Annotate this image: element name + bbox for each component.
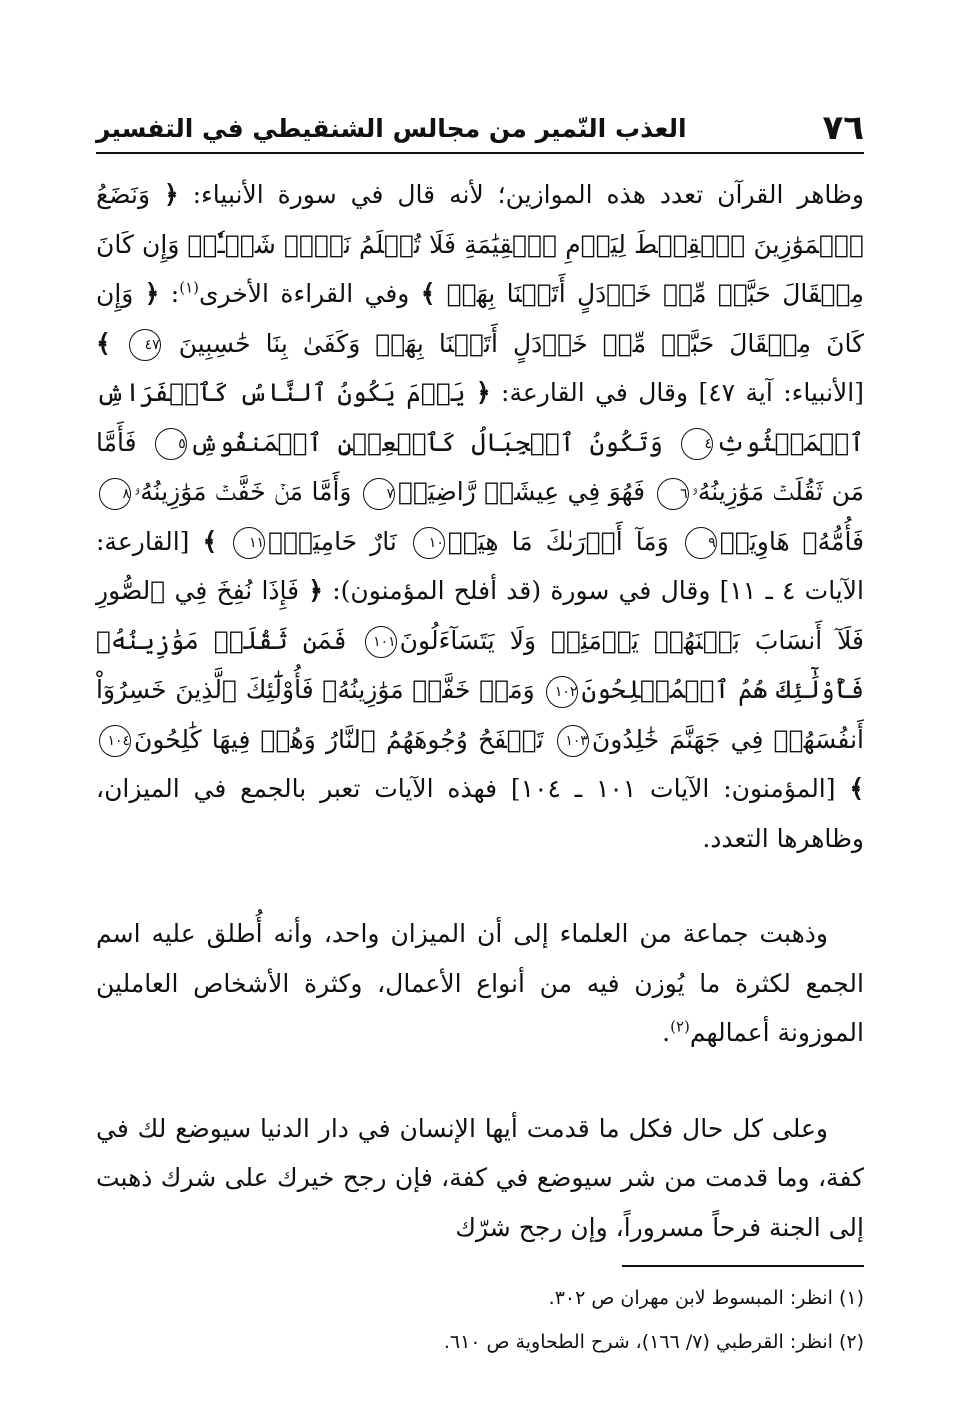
quran-verse: تَلۡفَحُ وُجُوهَهُمُ ٱلنَّارُ وَهُمۡ فِيهَا كَٰلِحُونَ bbox=[134, 724, 544, 754]
p3-text: وعلى كل حال فكل ما قدمت أيها الإنسان في دار الدنيا سيوضع لك في كفة، وما قدمت من شر سيوضع في كفة، فإن رجح خيرك على شرك ذهبت إلى الجنة فرحاً مسروراً، وإن رجح شرّك bbox=[96, 1113, 864, 1242]
verse-number-marker: ١٠٣ bbox=[557, 725, 589, 757]
footnotes bbox=[96, 1276, 864, 1364]
quran-verse: فَهُوَ فِي عِيشَةٖ رَّاضِيَةٖ bbox=[397, 477, 646, 506]
quran-verse: وَتَكُونُ ٱلۡجِبَالُ كَٱلۡعِهۡنِ ٱلۡمَنفُوشِ bbox=[189, 427, 663, 457]
footnote-text: انظر: القرطبي (٧/ ١٦٦)، شرح الطحاوية ص ٦١٠. bbox=[443, 1331, 833, 1353]
ornament-close: ﴾ bbox=[420, 279, 436, 308]
verse-number-marker: ١٠١ bbox=[365, 626, 397, 658]
p1-mid1b: : bbox=[170, 279, 180, 308]
p1-mid2: وقال في القارعة: bbox=[501, 378, 689, 407]
quran-verse: نَارٌ حَامِيَةُۢ bbox=[268, 526, 397, 556]
ornament-open: ﴿ bbox=[164, 180, 179, 209]
p1-end: فهذه الآيات تعبر بالجمع في الميزان، وظاهرها التعدد. bbox=[96, 774, 864, 853]
quran-verse: وَأَمَّا مَنۡ خَفَّتۡ مَوَٰزِينُهُۥ bbox=[134, 477, 352, 506]
verse-number-marker: ٦ bbox=[657, 478, 689, 510]
verse-number-marker: ١٠ bbox=[413, 527, 445, 559]
paragraph-1 bbox=[96, 170, 864, 863]
ornament-close: ﴾ bbox=[849, 774, 864, 803]
quran-verse: وَمَنۡ خَفَّتۡ مَوَٰزِينُهُۥ فَأُوْلَٰٓئِكَ ٱلَّذِينَ خَسِرُوٓاْ أَنفُسَهُمۡ فِي جَهَنَّمَ خَٰلِدُونَ bbox=[96, 675, 864, 754]
paragraph-spacer bbox=[96, 1058, 864, 1104]
p1-intro: وظاهر القرآن تعدد هذه الموازين؛ لأنه قال في سورة الأنبياء: bbox=[192, 180, 864, 209]
running-title: العذب النّمير من مجالس الشنقيطي في التفسير bbox=[96, 113, 687, 143]
footnote-2 bbox=[96, 1320, 864, 1364]
verse-number-marker: ٩ bbox=[685, 527, 717, 559]
footnote-ref-2[interactable]: (٢) bbox=[670, 1017, 690, 1036]
quran-verse: فَمَن ثَقُلَتۡ مَوَٰزِينُهُۥ فَأُوْلَٰٓئِكَ هُمُ ٱلۡمُفۡلِحُونَ bbox=[96, 625, 864, 704]
quran-verse: فَأُمُّهُۥ هَاوِيَةٞ bbox=[719, 526, 865, 556]
verse-number-marker: ٧ bbox=[363, 478, 395, 510]
citation-anbiya: [الأنبياء: آية ٤٧] bbox=[698, 378, 865, 407]
footnote-1 bbox=[96, 1276, 864, 1320]
verse-number-marker: ٨ bbox=[99, 478, 131, 510]
p1-mid3: وقال في سورة (قد أفلح المؤمنون): bbox=[332, 576, 711, 605]
verse-number-marker: ٥ bbox=[155, 428, 187, 460]
verse-number-marker: ٤ bbox=[681, 428, 713, 460]
verse-number-marker: ١٠٤ bbox=[99, 725, 131, 757]
quran-quote-other-reading: وَإِن كَانَ مِثۡقَالَ حَبَّةٖ مِّنۡ خَرۡدَلٍ أَتَيۡنَا بِهَاۗ وَكَفَىٰ بِنَا حَٰسِبِينَ bbox=[96, 279, 864, 358]
quran-verse: يَوۡمَ يَكُونُ ٱلنَّاسُ كَٱلۡفَرَاشِ ٱلۡمَبۡثُوثِ bbox=[96, 378, 864, 457]
quran-quote-anbiya: وَنَضَعُ ٱلۡمَوَٰزِينَ ٱلۡقِسۡطَ لِيَوۡمِ ٱلۡقِيَٰمَةِ فَلَا تُظۡلَمُ نَفۡسٞ شَيۡـٔٗاۖ وَإِن كَانَ مِثۡقَالَ حَبَّةٖ مِّنۡ خَرۡدَلٍ أَتَيۡنَا بِهَاۗ bbox=[96, 180, 865, 308]
citation-qariah: [القارعة: الآيات ٤ ـ ١١] bbox=[96, 526, 864, 605]
ornament-open: ﴿ bbox=[308, 576, 323, 605]
footnote-separator bbox=[622, 1265, 864, 1267]
verse-number-marker: ٤٧ bbox=[129, 329, 161, 361]
footnote-number: (٢) bbox=[838, 1331, 864, 1353]
paragraph-3 bbox=[96, 1104, 864, 1253]
quran-verse: فَأَمَّا مَن ثَقُلَتۡ مَوَٰزِينُهُۥ bbox=[96, 427, 865, 506]
ornament-open: ﴿ bbox=[144, 279, 160, 308]
footnote-number: (١) bbox=[838, 1287, 864, 1309]
verse-number-marker: ١١ bbox=[233, 527, 265, 559]
citation-muminun: [المؤمنون: الآيات ١٠١ ـ ١٠٤] bbox=[510, 774, 836, 803]
paragraph-2 bbox=[96, 909, 864, 1058]
ornament-close: ﴾ bbox=[202, 526, 218, 556]
main-text bbox=[96, 170, 864, 1252]
footnote-text: انظر: المبسوط لابن مهران ص ٣٠٢. bbox=[548, 1287, 833, 1309]
p2-text: وذهبت جماعة من العلماء إلى أن الميزان واحد، وأنه أُطلق عليه اسم الجمع لكثرة ما يُوزن فيه من أنواع الأعمال، وكثرة الأشخاص العاملين الموزونة أعمالهم bbox=[96, 919, 864, 1047]
ornament-open: ﴿ bbox=[475, 378, 491, 407]
page-header bbox=[96, 104, 864, 154]
ornament-close: ﴾ bbox=[96, 328, 111, 358]
quran-verse: فَإِذَا نُفِخَ فِي ٱلصُّورِ فَلَآ أَنسَابَ بَيۡنَهُمۡ يَوۡمَئِذٖ وَلَا يَتَسَآءَلُونَ bbox=[96, 576, 865, 655]
p1-mid1: وفي القراءة الأخرى bbox=[198, 279, 410, 308]
footnote-ref-1[interactable]: (١) bbox=[179, 278, 199, 297]
p2-tail: . bbox=[662, 1018, 671, 1047]
quran-verse: وَمَآ أَدۡرَىٰكَ مَا هِيَهۡ bbox=[447, 526, 669, 556]
page-number: ٧٦ bbox=[822, 108, 864, 148]
verse-number-marker: ١٠٢ bbox=[546, 676, 578, 708]
paragraph-spacer bbox=[96, 863, 864, 909]
